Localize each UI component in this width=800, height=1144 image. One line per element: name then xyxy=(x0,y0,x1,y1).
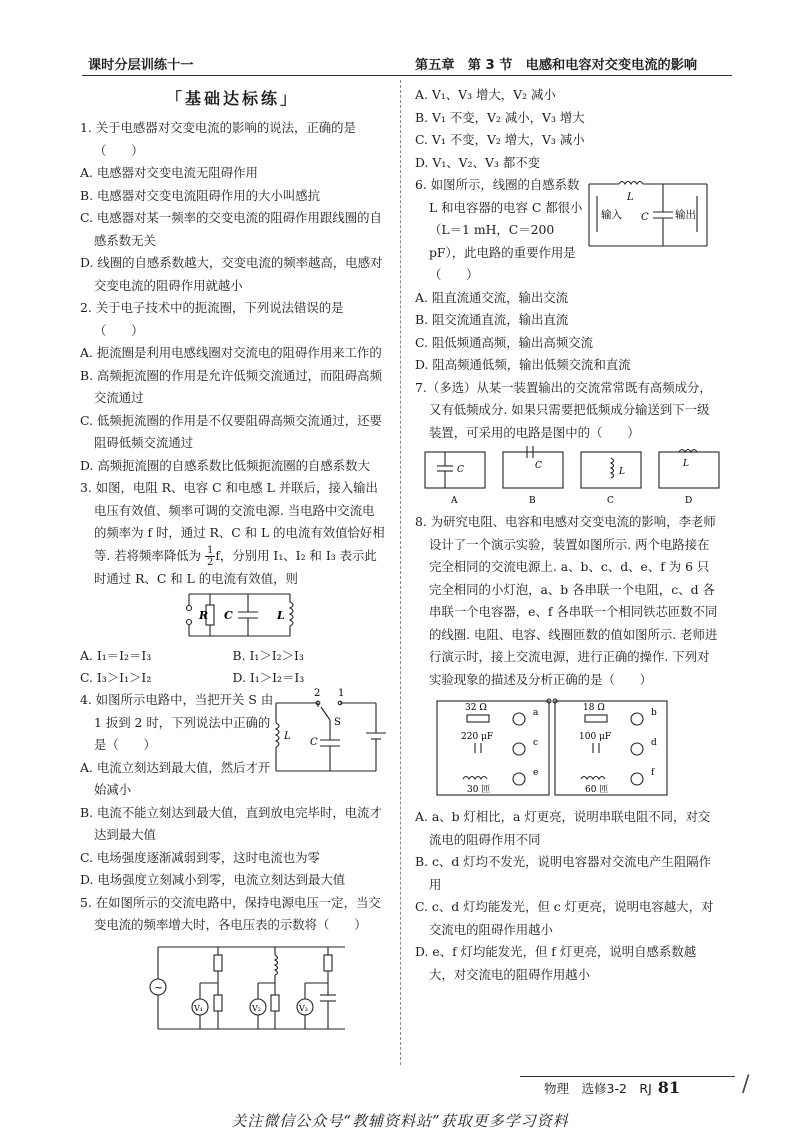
q1-option-c[interactable]: C. 电感器对某一频率的交变电流的阻碍作用跟线圈的自感系数无关 xyxy=(80,210,382,248)
footer-label: 物理 选修3-2 RJ xyxy=(544,1081,652,1096)
footer-slash-decoration: / xyxy=(742,1072,750,1097)
q5-meter-v2: V₂ xyxy=(252,1003,261,1013)
q1-option-d[interactable]: D. 线圈的自感系数越大，交变电流的频率越高，电感对交变电流的阻碍作用就越小 xyxy=(80,255,383,293)
q7-label-a: A xyxy=(451,496,458,506)
q3-stem-part1: 3. 如图，电阻 R、电容 C 和电感 L 并联后，接入输出电压有效值、频率可调的交流电源. 当电路中交流电的频率为 f 时，通过 R、C 和 L 的电流有效值恰好相等. 若将频率降低为 xyxy=(80,480,385,563)
question-1 xyxy=(80,117,385,297)
q8-label-c1: 220 μF xyxy=(461,732,494,742)
header-rule xyxy=(82,75,732,76)
section-banner: 「基础达标练」 xyxy=(165,89,299,108)
header-right: 第五章 第 3 节 电感和电容对交变电流的影响 xyxy=(415,58,698,73)
q8-lamp-e: e xyxy=(533,768,539,778)
q4-option-c[interactable]: C. 电场强度逐渐减弱到零，这时电流也为零 xyxy=(80,849,320,865)
q5-meter-v1: V₁ xyxy=(194,1003,203,1013)
question-5-options xyxy=(415,84,720,174)
q5-circuit-diagram xyxy=(80,937,385,1037)
q4-terminal-2: 2 xyxy=(314,688,321,699)
q3-frac-num: 1 xyxy=(206,544,214,556)
q8-label-n2: 60 匝 xyxy=(585,785,609,795)
q1-option-b[interactable]: B. 电感器对交变电流阻碍作用的大小叫感抗 xyxy=(80,187,321,203)
q2-option-c[interactable]: C. 低频扼流圈的作用是不仅要阻碍高频交流通过，还要阻碍低频交流通过 xyxy=(80,412,382,450)
question-4 xyxy=(80,689,385,892)
q6-label-l: L xyxy=(627,192,634,203)
q7-label-d: D xyxy=(685,496,693,506)
q5-option-c[interactable]: C. V₁ 不变，V₂ 增大，V₃ 减小 xyxy=(415,132,585,147)
right-column xyxy=(415,84,720,986)
question-8 xyxy=(415,511,720,986)
q3-label-r: R xyxy=(199,609,209,622)
column-divider xyxy=(400,80,401,1065)
q8-option-b[interactable]: B. c、d 灯均不发光，说明电容器对交流电产生阻隔作用 xyxy=(415,854,711,892)
q8-option-d[interactable]: D. e、f 灯均能发光，但 f 灯更亮，说明自感系数越大，对交流电的阻碍作用越小 xyxy=(415,944,697,982)
footer xyxy=(544,1078,680,1097)
q8-experiment-diagram xyxy=(415,691,720,803)
q3-stem-part2: f，分别用 I₁、I₂ 和 I₃ 表示此时通过 R、C 和 L 的电流有效值，则 xyxy=(94,547,377,586)
q1-stem: 1. 关于电感器对交变电流的影响的说法，正确的是（ ） xyxy=(80,120,356,158)
question-3 xyxy=(80,477,385,689)
q6-option-d[interactable]: D. 阻高频通低频，输出低频交流和直流 xyxy=(415,357,631,372)
q6-option-c[interactable]: C. 阻低频通高频，输出高频交流 xyxy=(415,334,593,350)
q5-meter-v3: V₃ xyxy=(299,1003,308,1013)
left-column xyxy=(80,82,385,1040)
q8-lamp-d: d xyxy=(651,738,657,748)
q8-label-n1: 30 匝 xyxy=(467,785,491,795)
q8-label-r1: 32 Ω xyxy=(465,703,487,713)
q3-options-row1 xyxy=(80,645,385,667)
header-left: 课时分层训练十一 xyxy=(88,58,194,73)
q8-lamp-b: b xyxy=(651,708,657,718)
q6-stem: 6. 如图所示，线圈的自感系数 L 和电容器的电容 C 都很小（L＝1 mH，C＝200 pF），此电路的重要作用是（ ） xyxy=(415,177,583,282)
q5-option-b[interactable]: B. V₁ 不变，V₂ 减小，V₃ 增大 xyxy=(415,109,585,125)
page-number: 81 xyxy=(657,1078,681,1097)
q6-circuit-diagram xyxy=(575,174,720,256)
question-5 xyxy=(80,892,385,1040)
q3-circuit-diagram xyxy=(80,590,385,642)
question-7 xyxy=(415,377,720,512)
q7-d-ind-label: L xyxy=(683,459,689,469)
q4-option-b[interactable]: B. 电流不能立刻达到最大值，直到放电完毕时，电流才达到最大值 xyxy=(80,804,382,842)
q2-option-a[interactable]: A. 扼流圈是利用电感线圈对交流电的阻碍作用来工作的 xyxy=(80,345,382,360)
q3-option-c[interactable]: C. I₃＞I₁＞I₂ xyxy=(80,670,152,685)
q5-source-symbol: ~ xyxy=(154,980,164,994)
q6-label-input: 输入 xyxy=(601,209,622,221)
q4-label-l: L xyxy=(284,731,291,742)
question-2 xyxy=(80,297,385,477)
q2-option-b[interactable]: B. 高频扼流圈的作用是允许低频交流通过，而阻碍高频交流通过 xyxy=(80,367,382,405)
q8-lamp-f: f xyxy=(651,768,655,778)
q2-stem: 2. 关于电子技术中的扼流圈，下列说法错误的是（ ） xyxy=(80,300,344,338)
q1-option-a[interactable]: A. 电感器对交变电流无阻碍作用 xyxy=(80,165,258,180)
q4-label-s: S xyxy=(334,717,341,728)
q4-option-a[interactable]: A. 电流立刻达到最大值，然后才开始减小 xyxy=(80,759,271,797)
q3-option-b[interactable]: B. I₁＞I₂＞I₃ xyxy=(232,648,304,663)
q4-label-c: C xyxy=(310,737,318,748)
q4-stem: 4. 如图所示电路中，当把开关 S 由 1 扳到 2 时，下列说法中正确的是（ ） xyxy=(80,692,274,752)
q6-option-b[interactable]: B. 阻交流通直流，输出直流 xyxy=(415,312,569,327)
q7-circuit-options xyxy=(415,444,720,508)
q7-stem: 7.（多选）从某一装置输出的交流常常既有高频成分，又有低频成分. 如果只需要把低频成分输送到下一级装置，可采用的电路是图中的（ ） xyxy=(415,379,712,440)
q4-option-d[interactable]: D. 电场强度立刻减小到零，电流立刻达到最大值 xyxy=(80,872,346,887)
q8-stem: 8. 为研究电阻、电容和电感对交变电流的影响，李老师设计了一个演示实验，装置如图所示. 两个电路接在完全相同的交流电源上. a、b、c、d、e、f 为 6 只完全相同的小灯泡，a、b 各串联一个电阻，c、d 各串联一个电容器，e、f 各串联一个相同铁芯匝数不同的线圈. 电阻、电容、线圈匝数的值如图所示. 老师进行演示时，接上交流电源，进行正确的操作. 下列对实验现象的描述及分析正确的是（ ） xyxy=(415,514,718,687)
q6-option-a[interactable]: A. 阻直流通交流，输出交流 xyxy=(415,289,569,305)
q3-stem xyxy=(80,477,385,590)
q4-terminal-1: 1 xyxy=(338,688,345,699)
q8-lamp-a: a xyxy=(533,708,539,718)
q5-stem: 5. 在如图所示的交流电路中，保持电源电压一定，当交变电流的频率增大时，各电压表的示数将（ ） xyxy=(80,894,381,932)
q6-label-c: C xyxy=(641,212,649,223)
q3-option-d[interactable]: D. I₁＞I₂＝I₃ xyxy=(232,670,305,685)
q3-label-c: C xyxy=(224,609,233,622)
q8-label-r2: 18 Ω xyxy=(583,703,605,713)
q6-label-output: 输出 xyxy=(675,209,696,221)
bottom-note: 关注微信公众号“教辅资料站”获取更多学习资料 xyxy=(231,1112,569,1130)
q7-b-cap-label: C xyxy=(535,461,542,471)
q3-fraction xyxy=(205,545,215,568)
q4-circuit-diagram xyxy=(266,685,386,781)
q7-label-c: C xyxy=(607,496,614,506)
q3-frac-den: 2 xyxy=(206,556,214,568)
question-6 xyxy=(415,174,720,377)
q5-option-a[interactable]: A. V₁、V₃ 增大，V₂ 减小 xyxy=(415,87,556,102)
q5-option-d[interactable]: D. V₁、V₂、V₃ 都不变 xyxy=(415,154,541,170)
q8-label-c2: 100 μF xyxy=(579,732,612,742)
footer-rule xyxy=(520,1076,735,1077)
q8-option-a[interactable]: A. a、b 灯相比，a 灯更亮，说明串联电阻不同，对交流电的阻碍作用不同 xyxy=(415,809,711,847)
q3-option-a[interactable]: A. I₁＝I₂＝I₃ xyxy=(80,648,152,663)
q7-label-b: B xyxy=(529,496,536,506)
q7-c-ind-label: L xyxy=(619,467,625,477)
q8-lamp-c: c xyxy=(533,738,539,748)
q3-label-l: L xyxy=(277,609,285,622)
q2-option-d[interactable]: D. 高频扼流圈的自感系数比低频扼流圈的自感系数大 xyxy=(80,457,370,473)
q7-a-cap-label: C xyxy=(457,465,464,475)
q8-option-c[interactable]: C. c、d 灯均能发光，但 c 灯更亮，说明电容越大，对交流电的阻碍作用越小 xyxy=(415,899,714,937)
